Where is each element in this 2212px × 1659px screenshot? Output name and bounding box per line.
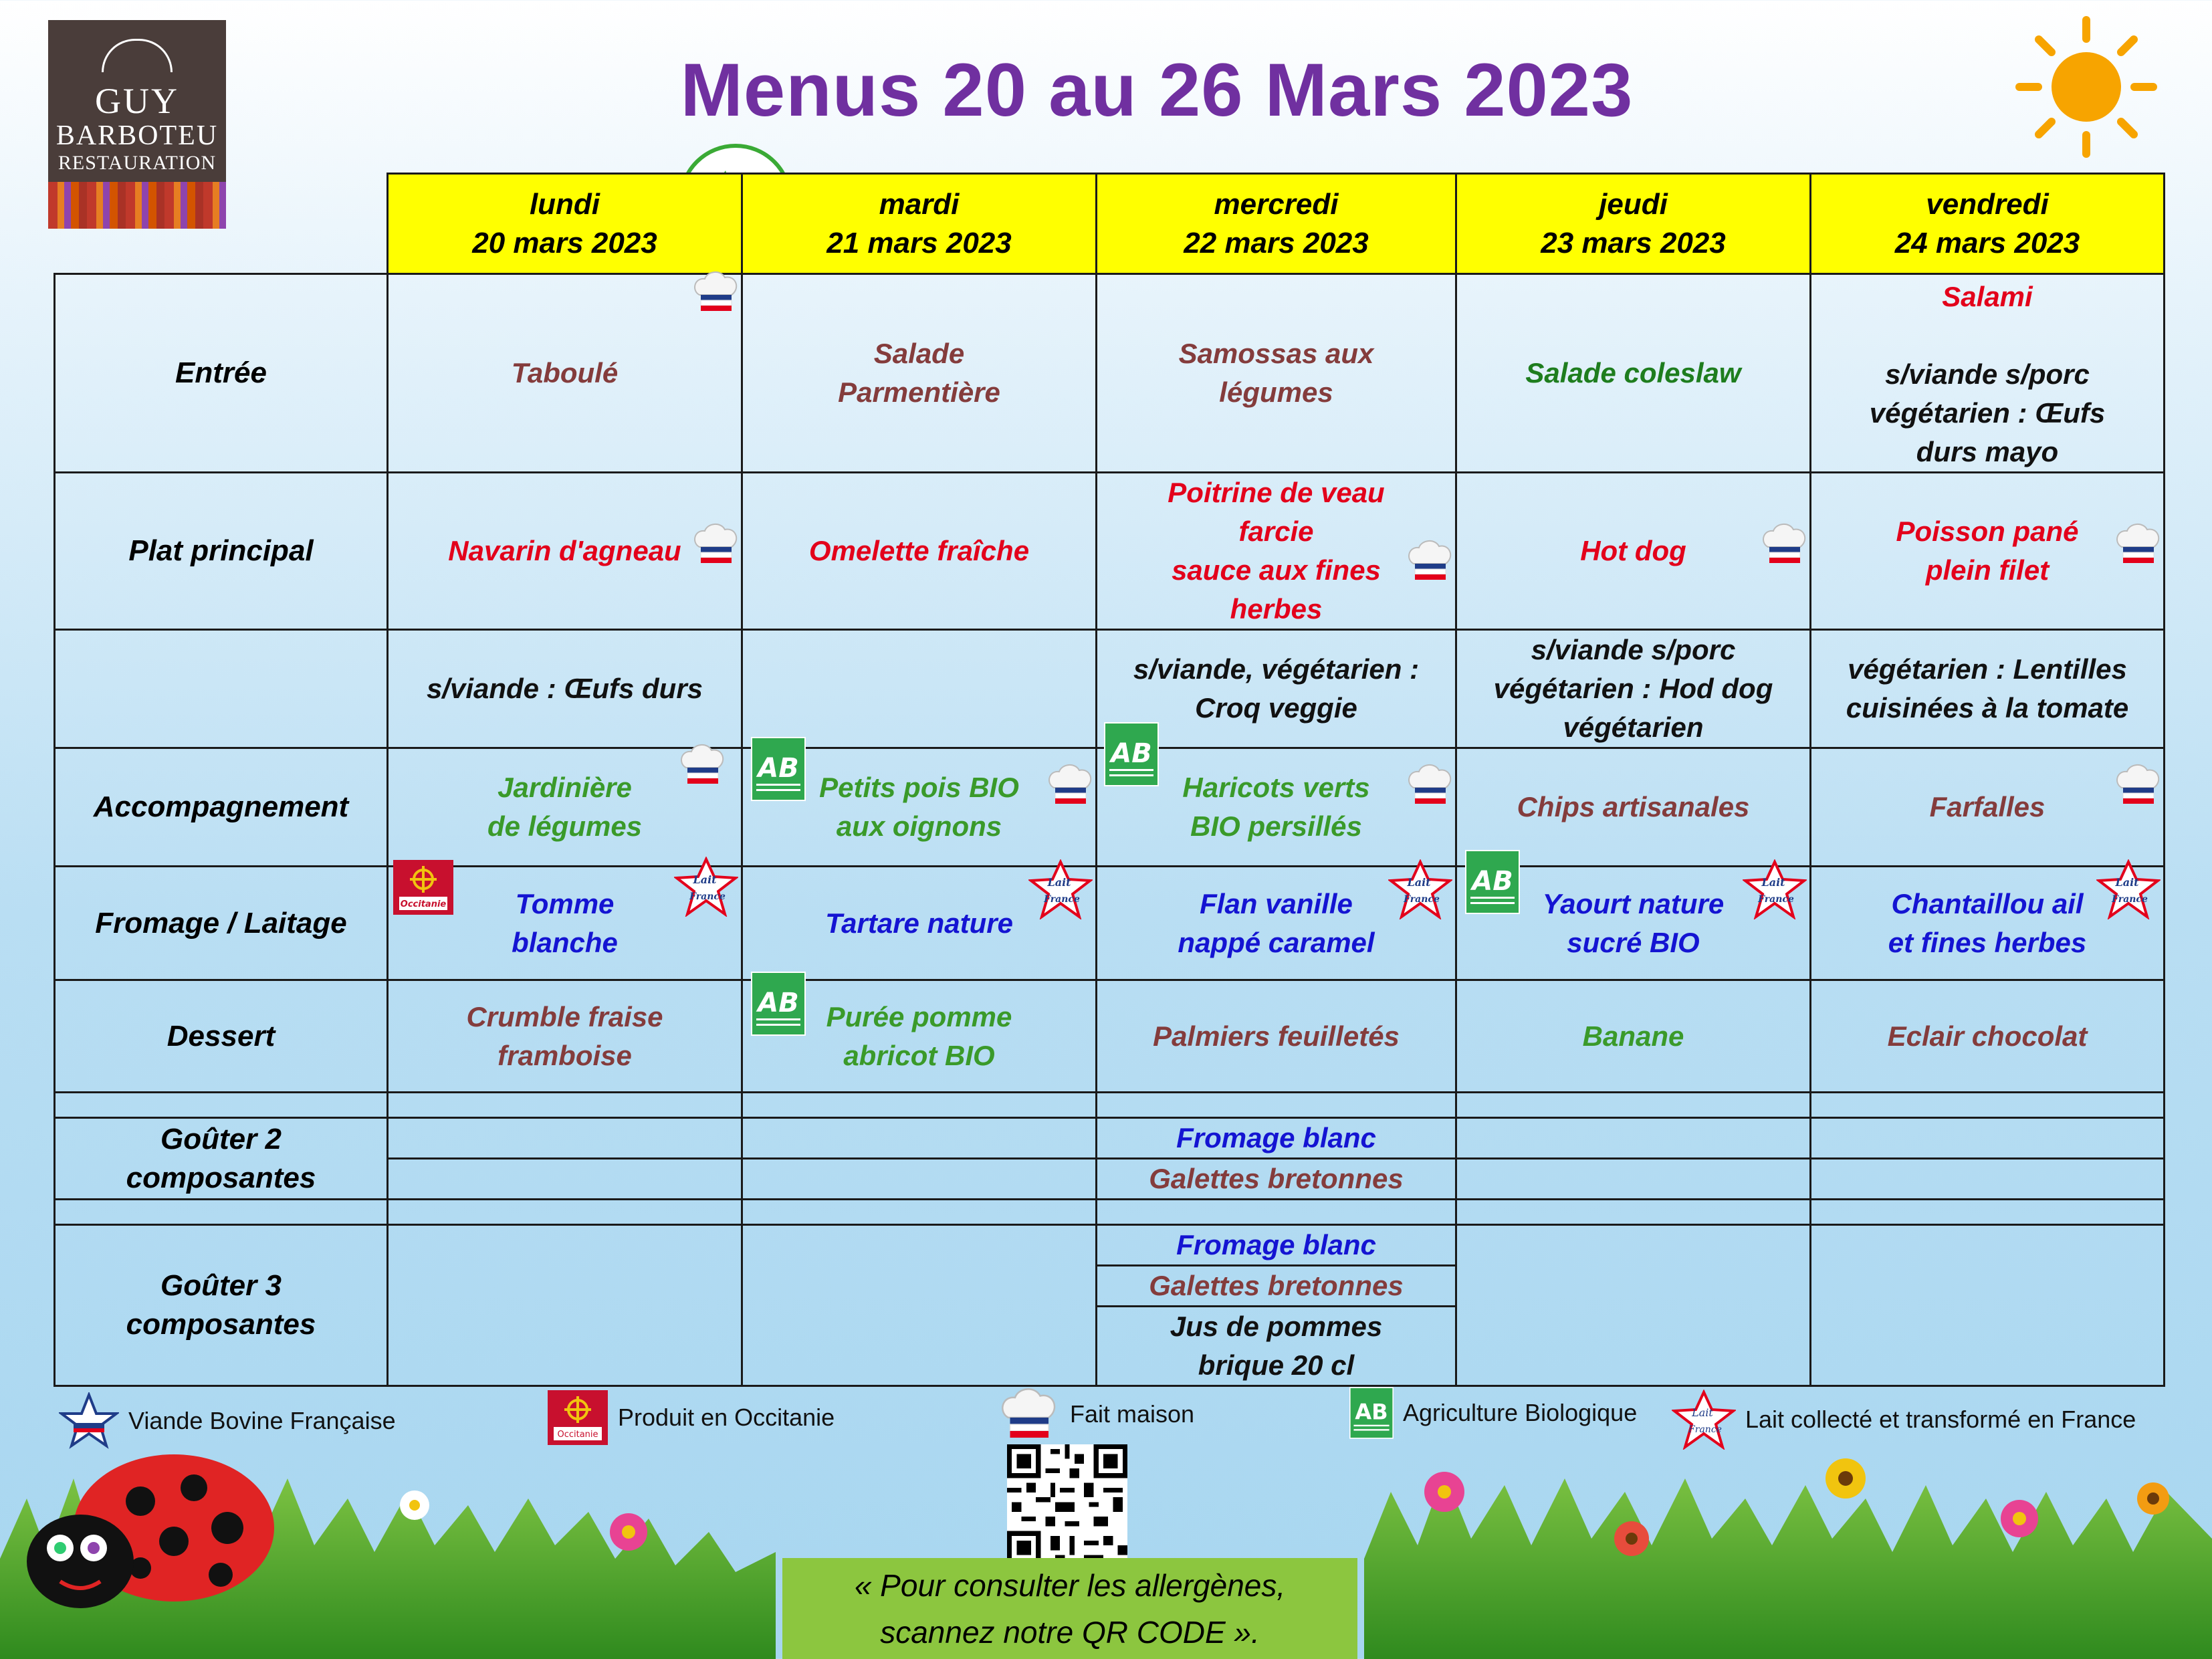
dish-line: Tartare nature xyxy=(825,907,1013,939)
menu-cell xyxy=(1097,738,1456,867)
dish-line: végétarien : Lentilles xyxy=(1848,653,2127,685)
dish-line: Eclair chocolat xyxy=(1887,1020,2088,1052)
row-label: Plat principal xyxy=(55,473,388,630)
dish-line: Parmentière xyxy=(838,376,1000,408)
menu-cell xyxy=(1456,473,1811,630)
menu-cell xyxy=(388,980,742,1093)
menu-cell xyxy=(1456,1225,1811,1386)
menu-cell xyxy=(388,1159,742,1200)
page-title: Menus 20 au 26 Mars 2023 xyxy=(680,48,1634,132)
dish-line: Chips artisanales xyxy=(1517,791,1750,822)
svg-text:AB: AB xyxy=(758,753,799,784)
homemade-chef-hat-icon xyxy=(1759,520,1809,568)
organic-ab-icon xyxy=(751,972,806,1036)
day-name: vendredi xyxy=(1926,187,2049,221)
dish-line: Taboulé xyxy=(511,357,619,389)
menu-cell xyxy=(1811,1225,2165,1386)
gouter2-label xyxy=(55,1118,388,1200)
svg-text:Occitanie: Occitanie xyxy=(557,1430,598,1440)
row-entree xyxy=(55,274,2165,473)
lait-france-icon xyxy=(1743,859,1807,919)
dish-line: Salade xyxy=(873,338,965,369)
dish-line: Jus de pommes xyxy=(1170,1311,1383,1342)
menu-cell xyxy=(1456,1159,1811,1200)
svg-text:France: France xyxy=(2112,894,2148,905)
sun-icon xyxy=(2013,13,2160,160)
occitanie-product-icon xyxy=(547,1390,609,1446)
row-accompagnement xyxy=(55,748,2165,867)
row-dessert xyxy=(55,980,2165,1093)
dish-line: framboise xyxy=(497,1039,632,1071)
day-header-mercredi xyxy=(1097,174,1456,274)
row-fromage-laitage xyxy=(55,867,2165,980)
svg-text:France: France xyxy=(1758,894,1794,905)
days-header-row xyxy=(55,174,2165,274)
day-date: 24 mars 2023 xyxy=(1894,226,2080,259)
homemade-chef-hat-icon xyxy=(677,741,728,789)
homemade-chef-hat-icon xyxy=(690,520,741,568)
organic-ab-icon xyxy=(751,737,806,801)
legend-maison-label: Fait maison xyxy=(1070,1400,1195,1428)
spacer-row xyxy=(55,1200,2165,1225)
gouter2-label-line: Goûter 2 xyxy=(160,1122,282,1155)
menu-cell xyxy=(1456,274,1811,473)
day-header-lundi xyxy=(388,174,742,274)
dish-line: cuisinées à la tomate xyxy=(1846,692,2129,724)
menu-cell xyxy=(742,748,1097,867)
dish-line: et fines herbes xyxy=(1888,926,2087,958)
menu-cell xyxy=(388,748,742,867)
menu-cell xyxy=(1097,274,1456,473)
organic-ab-icon xyxy=(1349,1384,1394,1442)
menu-cell xyxy=(1097,1307,1456,1386)
dish-line: Crumble fraise xyxy=(466,1000,663,1032)
dish-line: aux oignons xyxy=(836,810,1002,842)
svg-text:AB: AB xyxy=(1355,1399,1388,1425)
logo-line-3: RESTAURATION xyxy=(58,152,217,174)
svg-text:Lait: Lait xyxy=(1692,1406,1713,1419)
svg-text:Lait: Lait xyxy=(1407,876,1431,889)
dish-line: s/viande : Œufs durs xyxy=(426,673,703,704)
legend-occitanie xyxy=(547,1390,835,1446)
lait-france-icon xyxy=(1028,859,1093,919)
menu-cell xyxy=(388,473,742,630)
menu-cell xyxy=(388,1225,742,1386)
dish-line: Omelette fraîche xyxy=(808,535,1030,566)
homemade-chef-hat-icon xyxy=(1404,761,1455,809)
svg-text:Lait: Lait xyxy=(1047,876,1071,889)
dish-line: de légumes xyxy=(487,810,643,842)
dish-line: brique 20 cl xyxy=(1198,1349,1355,1381)
day-name: lundi xyxy=(529,187,600,221)
svg-text:France: France xyxy=(689,891,726,902)
day-header-vendredi xyxy=(1811,174,2165,274)
dish-line: durs mayo xyxy=(1916,436,2059,467)
menu-cell xyxy=(1456,867,1811,980)
dish-line: Petits pois BIO xyxy=(819,772,1019,803)
day-name: jeudi xyxy=(1599,187,1668,221)
row-gouter3-line1 xyxy=(55,1225,2165,1266)
menu-cell: Galettes bretonnes xyxy=(1097,1159,1456,1200)
dish-line: sucré BIO xyxy=(1567,926,1700,958)
menu-cell xyxy=(1811,1159,2165,1200)
spacer-row xyxy=(55,1093,2165,1118)
menu-cell xyxy=(742,1159,1097,1200)
logo-line-1: GUY xyxy=(95,81,179,121)
menu-cell xyxy=(388,867,742,980)
dish-line: BIO persillés xyxy=(1190,810,1362,842)
dish-line: végétarien xyxy=(1563,711,1704,743)
legend-maison xyxy=(996,1384,1194,1444)
dish-line: Samossas aux xyxy=(1178,338,1374,369)
svg-text:France: France xyxy=(1404,894,1440,905)
day-date: 20 mars 2023 xyxy=(472,226,657,259)
dish-line: Croq veggie xyxy=(1195,692,1357,724)
day-date: 23 mars 2023 xyxy=(1541,226,1726,259)
menu-cell xyxy=(742,867,1097,980)
caption-line-2: scannez notre QR CODE ». xyxy=(880,1615,1260,1650)
menu-cell xyxy=(742,1225,1097,1386)
menu-cell xyxy=(1456,630,1811,748)
gouter3-label xyxy=(55,1225,388,1386)
qr-code[interactable] xyxy=(1007,1444,1127,1565)
header-corner xyxy=(55,174,388,274)
menu-cell xyxy=(388,274,742,473)
homemade-chef-hat-icon xyxy=(1404,537,1455,585)
day-header-jeudi xyxy=(1456,174,1811,274)
gouter3-label-line: composantes xyxy=(126,1308,316,1341)
row-label: Accompagnement xyxy=(55,748,388,867)
menu-cell xyxy=(1811,630,2165,748)
row-label: Dessert xyxy=(55,980,388,1093)
homemade-chef-hat-icon xyxy=(2112,520,2163,568)
menu-cell xyxy=(1097,867,1456,980)
dish-line: s/viande s/porc xyxy=(1531,634,1736,665)
day-date: 21 mars 2023 xyxy=(826,226,1012,259)
svg-text:Lait: Lait xyxy=(693,873,717,886)
caption-line-1: « Pour consulter les allergènes, xyxy=(854,1568,1286,1603)
svg-text:Occitanie: Occitanie xyxy=(400,899,447,909)
homemade-chef-hat-icon xyxy=(996,1384,1061,1444)
menu-cell xyxy=(1097,980,1456,1093)
svg-text:Lait: Lait xyxy=(2115,876,2139,889)
dish-line: herbes xyxy=(1230,593,1323,625)
menu-cell xyxy=(1811,1118,2165,1159)
ladybug-illustration xyxy=(20,1448,274,1622)
row-label xyxy=(55,630,388,748)
homemade-chef-hat-icon xyxy=(690,268,741,316)
allergen-caption xyxy=(782,1558,1357,1659)
organic-ab-icon xyxy=(1465,850,1520,914)
gouter3-label-line: Goûter 3 xyxy=(160,1269,282,1302)
legend-bio xyxy=(1349,1384,1637,1442)
row-plat-principal xyxy=(55,473,2165,630)
menu-cell: Galettes bretonnes xyxy=(1097,1266,1456,1307)
occitanie-product-icon xyxy=(393,859,454,915)
lait-france-icon xyxy=(674,857,738,917)
menu-cell xyxy=(742,980,1097,1093)
day-name: mardi xyxy=(879,187,960,221)
menu-cell: Fromage blanc xyxy=(1097,1118,1456,1159)
dish-line: Purée pomme xyxy=(826,1000,1012,1032)
dish-line: Tomme xyxy=(515,887,615,919)
dish-line: Haricots verts xyxy=(1182,772,1370,803)
svg-text:Lait: Lait xyxy=(1761,876,1785,889)
dish-line: farcie xyxy=(1238,516,1314,547)
menu-cell xyxy=(1811,274,2165,473)
dish-line: Flan vanille xyxy=(1200,887,1353,919)
dish-line: s/viande s/porc xyxy=(1885,358,2090,390)
dish-line: Navarin d'agneau xyxy=(448,535,681,566)
dish-line: légumes xyxy=(1219,376,1333,408)
svg-text:France: France xyxy=(1688,1424,1722,1435)
legend-occitanie-label: Produit en Occitanie xyxy=(618,1404,835,1431)
day-name: mercredi xyxy=(1214,187,1339,221)
dish-line: Poisson pané xyxy=(1896,516,2079,547)
dish-line: Yaourt nature xyxy=(1542,887,1725,919)
dish-line: Palmiers feuilletés xyxy=(1153,1020,1400,1052)
organic-ab-icon xyxy=(1104,722,1159,786)
menu-cell xyxy=(1811,748,2165,867)
menu-cell: Fromage blanc xyxy=(1097,1225,1456,1266)
menu-cell xyxy=(1811,473,2165,630)
dish-line: Salade coleslaw xyxy=(1525,357,1741,389)
row-gouter2-line1 xyxy=(55,1118,2165,1159)
dish-line: Jardinière xyxy=(497,772,632,803)
homemade-chef-hat-icon xyxy=(2112,761,2163,809)
dish-line: nappé caramel xyxy=(1178,926,1375,958)
lait-france-icon xyxy=(2096,859,2161,919)
menu-cell xyxy=(1456,980,1811,1093)
menu-cell xyxy=(388,1118,742,1159)
svg-text:France: France xyxy=(1044,894,1080,905)
dish-line: Chantaillou ail xyxy=(1891,887,2084,919)
dish-line: sauce aux fines xyxy=(1172,554,1381,586)
legend-bio-label: Agriculture Biologique xyxy=(1403,1399,1638,1426)
logo-line-2: BARBOTEU xyxy=(56,120,219,151)
dish-line: Banane xyxy=(1582,1020,1684,1052)
menu-cell xyxy=(388,630,742,748)
dish-line: Poitrine de veau xyxy=(1168,477,1385,508)
gouter2-label-line: composantes xyxy=(126,1161,316,1194)
dish-line: Salami xyxy=(1942,281,2033,312)
menu-cell xyxy=(742,473,1097,630)
day-header-mardi xyxy=(742,174,1097,274)
day-date: 22 mars 2023 xyxy=(1184,226,1369,259)
svg-text:AB: AB xyxy=(1472,866,1513,897)
dish-line: végétarien : Œufs xyxy=(1869,397,2106,429)
menu-cell xyxy=(1811,867,2165,980)
svg-text:AB: AB xyxy=(758,988,799,1018)
menu-cell xyxy=(742,630,1097,748)
dish-line: végétarien : Hod dog xyxy=(1493,673,1773,704)
lait-france-icon xyxy=(1388,859,1452,919)
homemade-chef-hat-icon xyxy=(1044,761,1095,809)
menu-table xyxy=(53,173,2165,1387)
menu-cell xyxy=(742,1118,1097,1159)
menu-cell xyxy=(1811,980,2165,1093)
menu-cell xyxy=(742,274,1097,473)
menu-cell xyxy=(1456,1118,1811,1159)
dish-line: Hot dog xyxy=(1580,535,1686,566)
dish-line: Farfalles xyxy=(1929,791,2045,822)
dish-line: abricot BIO xyxy=(843,1039,995,1071)
legend-viande-label: Viande Bovine Française xyxy=(128,1407,396,1434)
dish-line: blanche xyxy=(512,926,618,958)
dish-line: plein filet xyxy=(1925,554,2050,586)
row-label: Entrée xyxy=(55,274,388,473)
legend-lait-label: Lait collecté et transformé en France xyxy=(1745,1406,2136,1433)
row-label: Fromage / Laitage xyxy=(55,867,388,980)
dish-line: s/viande, végétarien : xyxy=(1133,653,1420,685)
svg-text:AB: AB xyxy=(1111,738,1152,769)
menu-cell xyxy=(1456,748,1811,867)
menu-cell xyxy=(1097,473,1456,630)
